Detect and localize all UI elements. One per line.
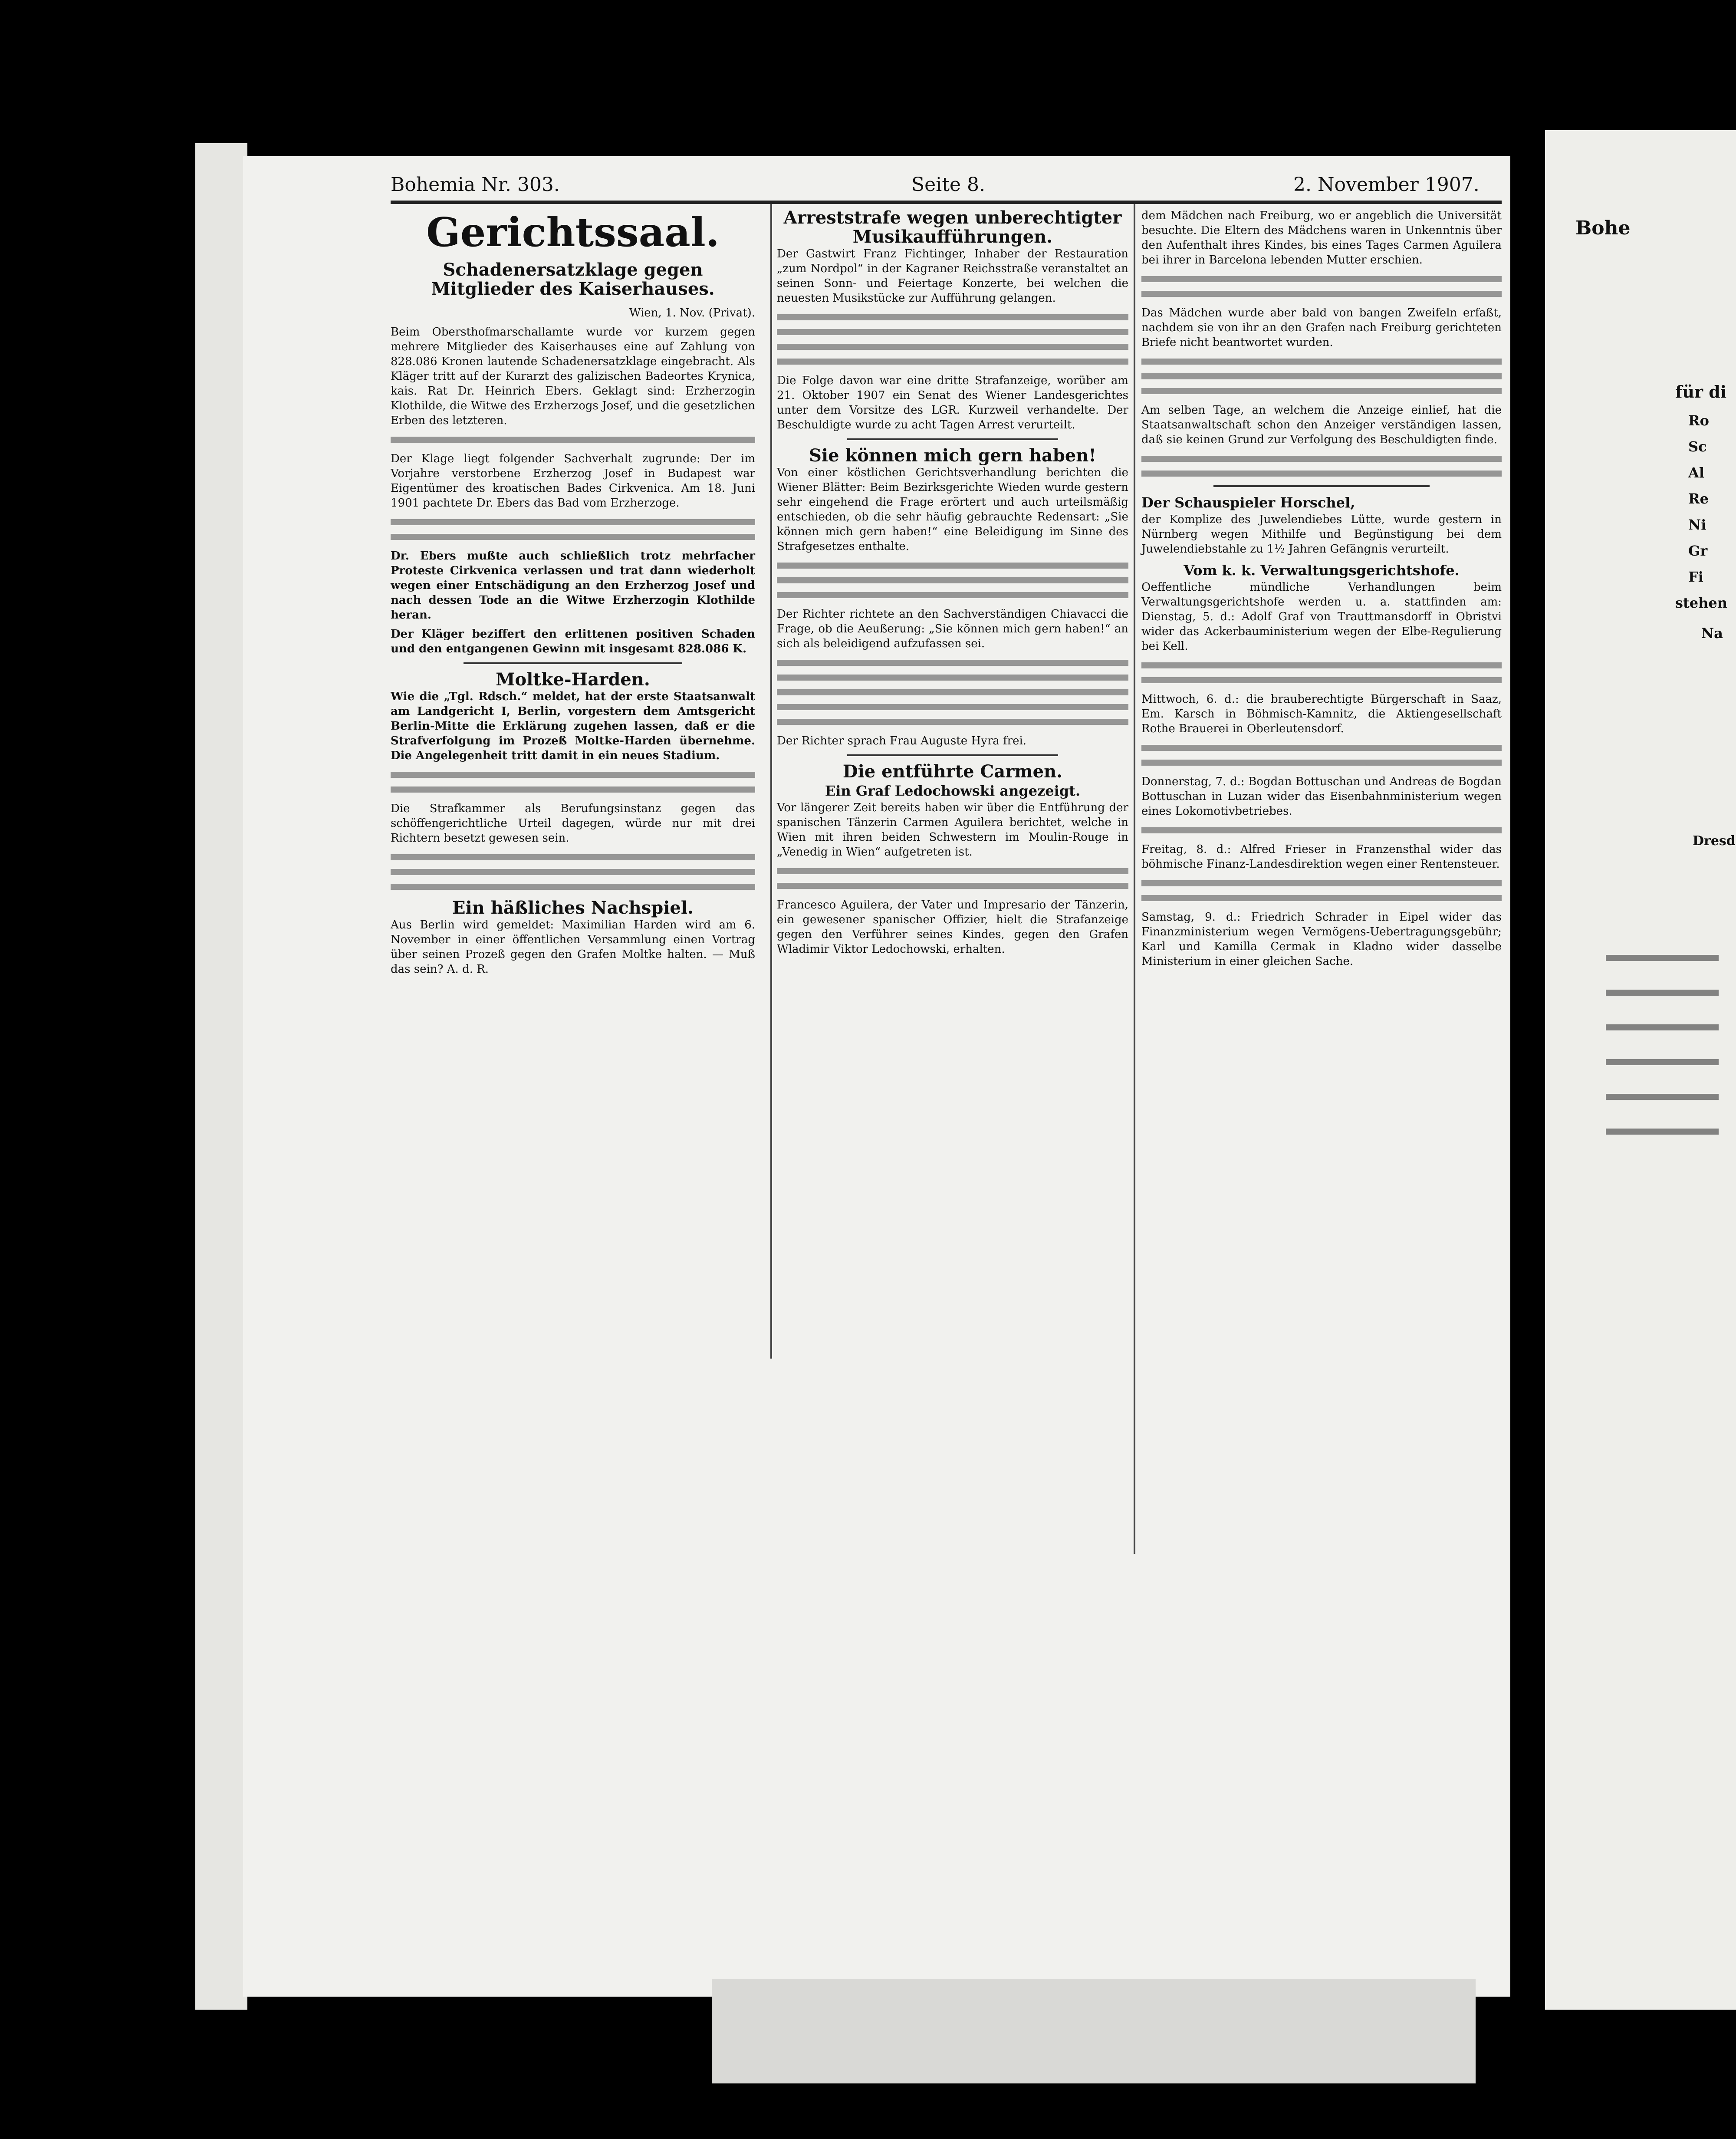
- article-title: Ein häßliches Nachspiel.: [452, 898, 694, 918]
- paragraph: der Komplize des Juwelendiebes Lütte, wurde gestern in Nürnberg wegen Mithilfe und Begünstigung bei dem Juwelendiebstahle zu 1½ Jahren Gefängnis verurteilt.: [1141, 513, 1502, 556]
- illegible-text: [1141, 373, 1502, 379]
- illegible-text: [777, 329, 1128, 335]
- paragraph: Das Mädchen wurde aber bald von bangen Zweifeln erfaßt, nachdem sie von ihr an den Grafen nach Freiburg gerichteten Briefe nicht beantwortet wurden.: [1141, 306, 1502, 349]
- column-1: [391, 208, 755, 981]
- illegible-text: [391, 772, 755, 778]
- illegible-text: [777, 704, 1128, 710]
- paragraph: Von einer köstlichen Gerichtsverhandlung berichten die Wiener Blätter: Beim Bezirksgerichte Wieden wurde gestern sehr eingehend die Frage erörtert und auch urteilsmäßig entschieden, ob die sehr häufig gebrauchte Redensart: „Sie können mich gern haben!“ eine Beleidigung im Sinne des Strafgesetzes enthalte.: [777, 466, 1128, 553]
- illegible-text: [1606, 1024, 1719, 1030]
- illegible-text: [1141, 471, 1502, 477]
- illegible-text: [1606, 990, 1719, 996]
- illegible-text: [777, 577, 1128, 583]
- illegible-text: [1141, 677, 1502, 683]
- paragraph: Donnerstag, 7. d.: Bogdan Bottuschan und Andreas de Bogdan Bottuschan in Luzan wider das Eisenbahnministerium wegen eines Lokomotivbetriebes.: [1141, 775, 1502, 818]
- header-masthead: Bohemia Nr. 303.: [391, 174, 560, 196]
- illegible-text: [1606, 1129, 1719, 1135]
- page-header: [391, 174, 1502, 200]
- article-title: Arreststrafe wegen unberechtigter Musikaufführungen.: [783, 207, 1122, 247]
- illegible-text: [1141, 276, 1502, 282]
- illegible-text: [1141, 745, 1502, 751]
- adjacent-fragment: Dresd: [1693, 833, 1736, 849]
- paragraph: Samstag, 9. d.: Friedrich Schrader in Eipel wider das Finanzministerium wegen Vermögens-Uebertragungsgebühr; Karl und Kamilla Cermak in Kladno wider dasselbe Ministerium in einer gleichen Sache.: [1141, 911, 1502, 968]
- illegible-text: [391, 854, 755, 860]
- article-title: Schadenersatzklage gegen Mitglieder des Kaiserhauses.: [431, 260, 715, 299]
- adjacent-fragment: Sc: [1688, 438, 1707, 455]
- paragraph: Die Folge davon war eine dritte Strafanzeige, worüber am 21. Oktober 1907 ein Senat des Wiener Landesgerichtes unter dem Vorsitze des LGR. Kurzweil verhandelte. Der Beschuldigte wurde zu acht Tagen Arrest verurteilt.: [777, 374, 1128, 431]
- article-separator: [847, 438, 1058, 440]
- illegible-text: [777, 675, 1128, 681]
- illegible-text: [1606, 955, 1719, 961]
- paragraph: Der Richter sprach Frau Auguste Hyra frei.: [777, 734, 1027, 747]
- paragraph: Vor längerer Zeit bereits haben wir über die Entführung der spanischen Tänzerin Carmen Aguilera berichtet, welche in Wien mit ihren beiden Schwestern im Moulin-Rouge in „Venedig in Wien“ aufgetreten ist.: [777, 801, 1128, 859]
- column-3: [1141, 208, 1502, 973]
- column-divider-2: [1134, 204, 1135, 1554]
- illegible-text: [777, 344, 1128, 350]
- adjacent-fragment: Ni: [1688, 517, 1706, 533]
- paragraph: Der Gastwirt Franz Fichtinger, Inhaber der Restauration „zum Nordpol“ in der Kagraner Reichsstraße veranstaltet an seinen Sonn- und Feiertage Konzerte, bei welchen die neuesten Musikstücke zur Aufführung gelangen.: [777, 247, 1128, 305]
- article-title: Sie können mich gern haben!: [809, 445, 1096, 466]
- page-bottom-shadow: [712, 1979, 1476, 2083]
- column-2: [777, 208, 1128, 961]
- paragraph: Die Strafkammer als Berufungsinstanz gegen das schöffengerichtliche Urteil dagegen, würde nur mit drei Richtern besetzt gewesen sein.: [391, 802, 755, 845]
- paragraph: Beim Obersthofmarschallamte wurde vor kurzem gegen mehrere Mitglieder des Kaiserhauses eine auf Zahlung von 828.086 Kronen lautende Schadenersatzklage eingebracht. Als Kläger tritt auf der Kurarzt des galizischen Badeortes Krynica, kais. Rat Dr. Heinrich Ebers. Geklagt sind: Erzherzogin Klothilde, die Witwe des Erzherzogs Josef, und die gesetzlichen Erben des letzteren.: [391, 326, 755, 427]
- illegible-text: [777, 660, 1128, 666]
- paragraph: Der Kläger beziffert den erlittenen positiven Schaden und den entgangenen Gewinn mit insgesamt 828.086 K.: [391, 628, 755, 655]
- article-separator: [1213, 485, 1430, 487]
- paragraph: Wie die „Tgl. Rdsch.“ meldet, hat der erste Staatsanwalt am Landgericht I, Berlin, vorgestern dem Amtsgericht Berlin-Mitte die Erklärung zugehen lassen, daß er die Strafverfolgung im Prozeß Moltke-Harden übernehme. Die Angelegenheit tritt damit in ein neues Stadium.: [391, 690, 755, 762]
- illegible-text: [1141, 359, 1502, 365]
- paragraph: Francesco Aguilera, der Vater und Impresario der Tänzerin, ein gewesener spanischer Offizier, hielt die Strafanzeige gegen den Verführer seines Kindes, gegen den Grafen Wladimir Viktor Ledochowski, erhalten.: [777, 898, 1128, 956]
- article-separator: [847, 754, 1058, 756]
- adjacent-fragment: Al: [1688, 464, 1704, 481]
- adjacent-fragment: Fi: [1688, 569, 1703, 585]
- illegible-text: [391, 884, 755, 890]
- article-separator: [464, 662, 682, 664]
- column-divider-1: [770, 204, 772, 1359]
- illegible-text: [1141, 760, 1502, 766]
- illegible-text: [777, 359, 1128, 365]
- section-title: Gerichtssaal.: [426, 209, 720, 256]
- illegible-text: [391, 869, 755, 875]
- paragraph: Aus Berlin wird gemeldet: Maximilian Harden wird am 6. November in einer öffentlichen Versammlung einen Vortrag über seinen Prozeß gegen den Grafen Moltke halten. — Muß das sein? A. d. R.: [391, 918, 755, 976]
- adjacent-fragment: Ro: [1688, 412, 1709, 429]
- illegible-text: [391, 437, 755, 443]
- illegible-text: [777, 883, 1128, 889]
- paragraph: Freitag, 8. d.: Alfred Frieser in Franzensthal wider das böhmische Finanz-Landesdirektion wegen einer Rentensteuer.: [1141, 843, 1502, 871]
- illegible-text: [1141, 662, 1502, 668]
- adjacent-fragment: Gr: [1688, 543, 1708, 559]
- article-title: Vom k. k. Verwaltungsgerichtshofe.: [1184, 562, 1460, 579]
- paragraph: Der Richter richtete an den Sachverständigen Chiavacci die Frage, ob die Aeußerung: „Sie können mich gern haben!“ an sich als beleidigend aufzufassen sei.: [777, 608, 1128, 650]
- illegible-text: [1141, 880, 1502, 886]
- illegible-text: [777, 719, 1128, 725]
- illegible-text: [777, 563, 1128, 569]
- header-date: 2. November 1907.: [1293, 174, 1480, 196]
- illegible-text: [1141, 456, 1502, 462]
- paragraph: Mittwoch, 6. d.: die brauberechtigte Bürgerschaft in Saaz, Em. Karsch in Böhmisch-Kamnitz, die Aktiengesellschaft Rothe Brauerei in Oberleutensdorf.: [1141, 693, 1502, 735]
- illegible-text: [1141, 827, 1502, 833]
- illegible-text: [777, 868, 1128, 874]
- adjacent-fragment: für di: [1675, 382, 1727, 401]
- illegible-text: [1606, 1094, 1719, 1100]
- paragraph: Oeffentliche mündliche Verhandlungen beim Verwaltungsgerichtshofe werden u. a. stattfinden am: Dienstag, 5. d.: Adolf Graf von Trauttmansdorff in Obristvi wider das Ackerbauministerium wegen der Elbe-Regulierung bei Kell.: [1141, 581, 1502, 653]
- adjacent-fragment: Re: [1688, 490, 1709, 507]
- article-title: Die entführte Carmen.: [842, 761, 1063, 782]
- illegible-text: [391, 786, 755, 793]
- article-title: Der Schauspieler Horschel,: [1141, 494, 1355, 511]
- header-page-number: Seite 8.: [911, 174, 985, 196]
- adjacent-page: [1545, 130, 1736, 2010]
- illegible-text: [1141, 388, 1502, 394]
- paragraph: Dr. Ebers mußte auch schließlich trotz mehrfacher Proteste Cirkvenica verlassen und trat dann wiederholt wegen einer Entschädigung an den Erzherzog Josef und nach dessen Tode an die Witwe Erzherzogin Klothilde heran.: [391, 550, 755, 622]
- adjacent-fragment: Na: [1701, 625, 1723, 642]
- illegible-text: [1141, 291, 1502, 297]
- illegible-text: [777, 592, 1128, 598]
- illegible-text: [1141, 895, 1502, 901]
- adjacent-fragment: stehen: [1675, 595, 1728, 611]
- adjacent-page-header: Bohe: [1575, 217, 1631, 239]
- illegible-text: [1606, 1059, 1719, 1065]
- illegible-text: [777, 689, 1128, 695]
- page-binding-edge: [195, 143, 247, 2010]
- illegible-text: [391, 519, 755, 525]
- article-title: Moltke-Harden.: [496, 669, 650, 690]
- paragraph: Wien, 1. Nov. (Privat).: [629, 306, 755, 319]
- article-subtitle: Ein Graf Ledochowski angezeigt.: [825, 783, 1081, 799]
- paragraph: Am selben Tage, an welchem die Anzeige einlief, hat die Staatsanwaltschaft schon den Anzeiger verständigen lassen, daß sie keinen Grund zur Verfolgung des Beschuldigten finde.: [1141, 404, 1502, 446]
- header-rule: [391, 201, 1502, 204]
- paragraph: Der Klage liegt folgender Sachverhalt zugrunde: Der im Vorjahre verstorbene Erzherzog Josef in Budapest war Eigentümer des kroatischen Bades Cirkvenica. Am 18. Juni 1901 pachtete Dr. Ebers das Bad vom Erzherzoge.: [391, 452, 755, 510]
- illegible-text: [391, 534, 755, 540]
- illegible-text: [777, 314, 1128, 320]
- article-body: [391, 306, 755, 656]
- paragraph: dem Mädchen nach Freiburg, wo er angeblich die Universität besuchte. Die Eltern des Mädchens waren in Unkenntnis über den Aufenthalt ihres Kindes, bis eines Tages Carmen Aguilera bei ihrer in Barcelona lebenden Mutter erschien.: [1141, 209, 1502, 267]
